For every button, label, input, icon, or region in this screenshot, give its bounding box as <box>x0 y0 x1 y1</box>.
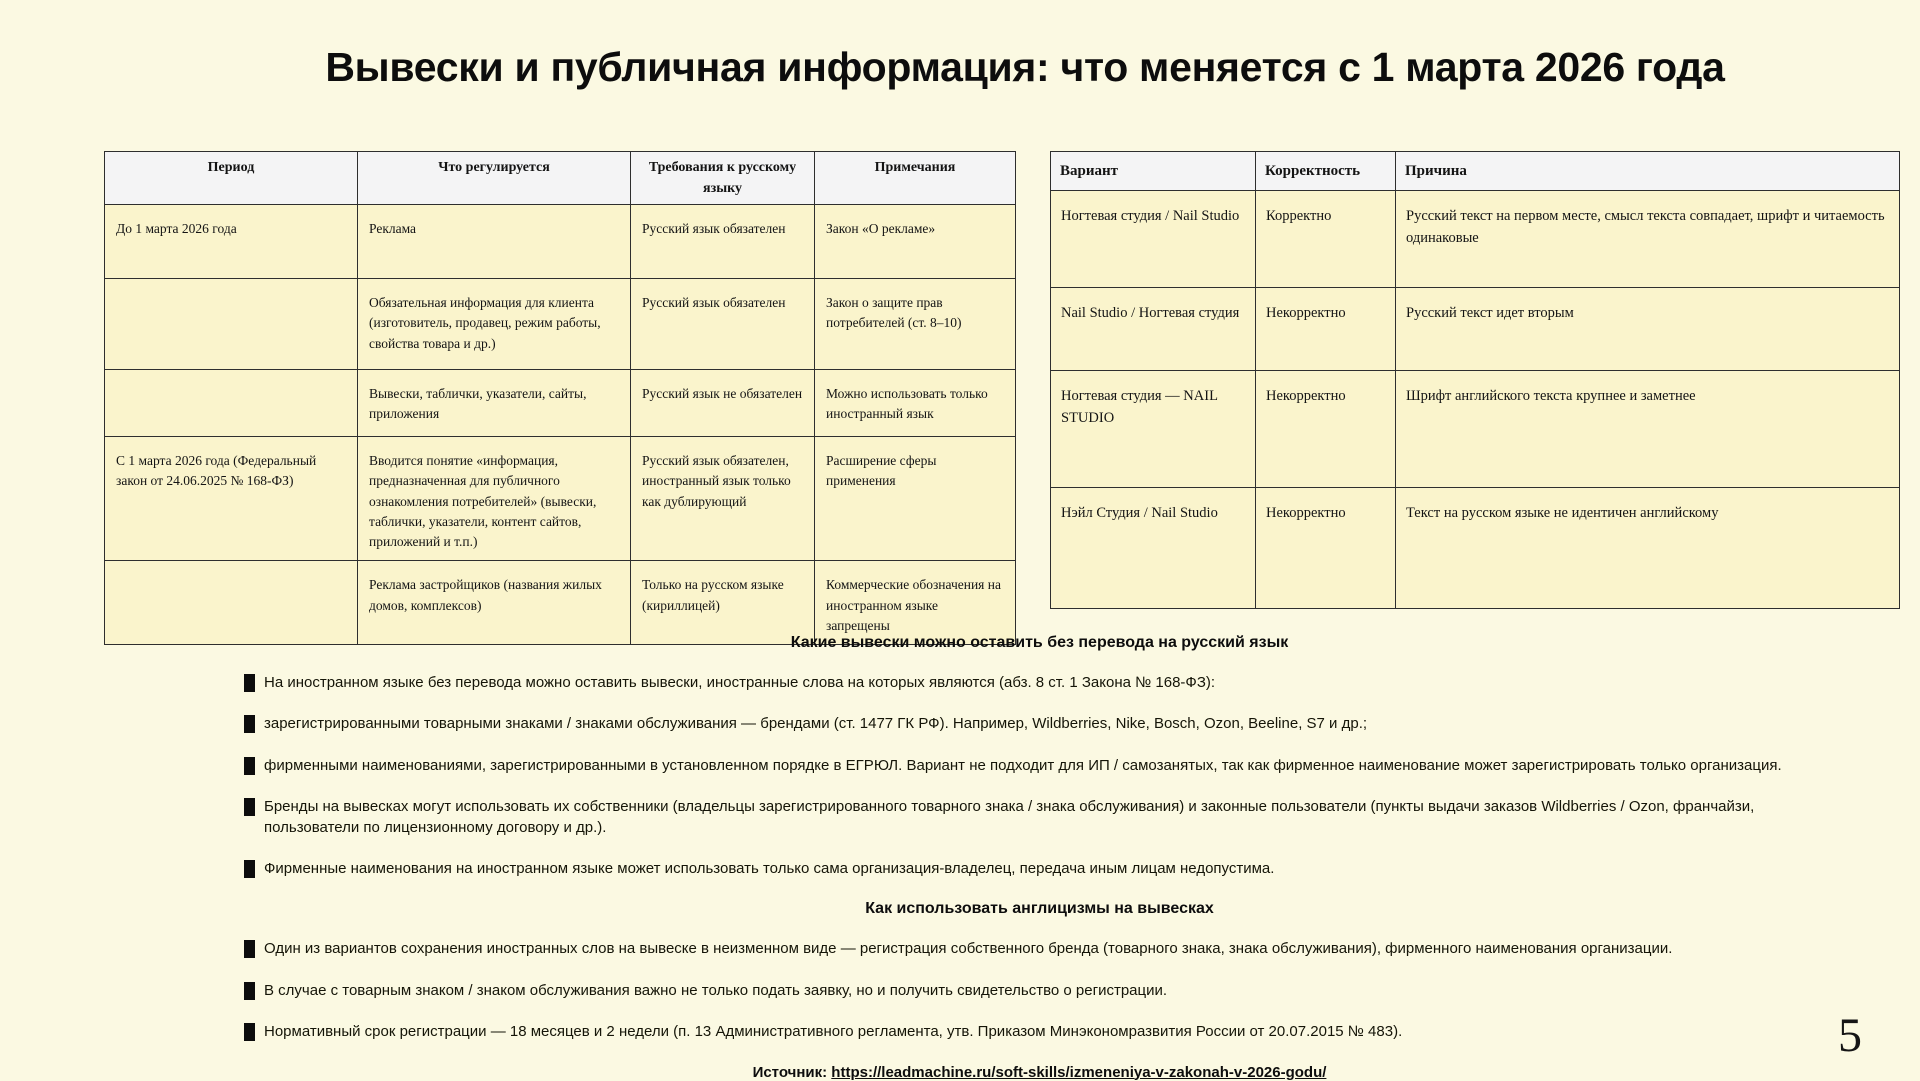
table-cell: Расширение сферы применения <box>815 437 1016 561</box>
page-number: 5 <box>1838 1009 1862 1062</box>
table-cell: Закон о защите прав потребителей (ст. 8–10) <box>815 279 1016 370</box>
bullet-text: фирменными наименованиями, зарегистрированными в установленном порядке в ЕГРЮЛ. Вариант не подходит для ИП / самозанятых, так как фирменное наименование может зарегистрировать только организация. <box>264 756 1782 774</box>
table-cell: Ногтевая студия — NAIL STUDIO <box>1051 371 1256 488</box>
list-item <box>244 673 1835 693</box>
col-regulated: Что регулируется <box>358 152 631 205</box>
table-cell: Русский язык не обязателен <box>631 370 815 437</box>
bullet-square-icon <box>244 715 255 733</box>
bullet-text: В случае с товарным знаком / знаком обслуживания важно не только подать заявку, но и получить свидетельство о регистрации. <box>264 981 1168 999</box>
list-item <box>244 714 1835 734</box>
table-cell <box>105 370 358 437</box>
list-item <box>244 981 1835 1001</box>
list-item <box>244 939 1835 959</box>
table-row <box>105 437 1016 561</box>
table-row <box>105 279 1016 370</box>
table-cell: Некорректно <box>1256 488 1396 609</box>
section-heading-anglicisms: Как использовать англицизмы на вывесках <box>865 900 1214 918</box>
table-cell: Русский язык обязателен <box>631 279 815 370</box>
bullet-square-icon <box>244 1023 255 1041</box>
table-cell: Реклама <box>358 205 631 279</box>
table-cell: С 1 марта 2026 года (Федеральный закон от 24.06.2025 № 168-ФЗ) <box>105 437 358 561</box>
table-cell: Текст на русском языке не идентичен английскому <box>1396 488 1900 609</box>
bullet-text: Фирменные наименования на иностранном языке может использовать только сама организация-владелец, передача иным лицам недопустима. <box>264 859 1275 877</box>
table-cell: Вводится понятие «информация, предназначенная для публичного ознакомления потребителей» (вывески, таблички, указатели, контент сайтов, приложений и т.п.) <box>358 437 631 561</box>
table-row <box>1051 191 1900 288</box>
table-cell: До 1 марта 2026 года <box>105 205 358 279</box>
bullet-text: Один из вариантов сохранения иностранных слов на вывеске в неизменном виде — регистрация собственного бренда (товарного знака, знака обслуживания), фирменного наименования организации. <box>264 940 1673 958</box>
table-row <box>105 370 1016 437</box>
table-cell: Некорректно <box>1256 371 1396 488</box>
bullet-square-icon <box>244 982 255 1000</box>
page-title: Вывески и публичная информация: что меняется с 1 марта 2026 года <box>325 44 1725 90</box>
col-notes: Примечания <box>815 152 1016 205</box>
table-cell: Шрифт английского текста крупнее и заметнее <box>1396 371 1900 488</box>
list-item <box>244 797 1835 838</box>
text-sections <box>244 634 1835 1081</box>
table-row <box>105 205 1016 279</box>
table-row <box>1051 288 1900 371</box>
regulation-table <box>104 151 1016 645</box>
col-reason: Причина <box>1396 152 1900 191</box>
bullet-text: зарегистрированными товарными знаками / знаками обслуживания — брендами (ст. 1477 ГК РФ). Например, Wildberries, Nike, Bosch, Ozon, Beeline, S7 и др.; <box>264 715 1368 733</box>
col-variant: Вариант <box>1051 152 1256 191</box>
table-cell: Только на русском языке (кириллицей) <box>631 561 815 645</box>
table-cell: Обязательная информация для клиента (изготовитель, продавец, режим работы, свойства товара и др.) <box>358 279 631 370</box>
table-cell <box>105 279 358 370</box>
table-cell: Nail Studio / Ногтевая студия <box>1051 288 1256 371</box>
bullet-text: Нормативный срок регистрации — 18 месяцев и 2 недели (п. 13 Административного регламента, утв. Приказом Минэкономразвития России от 20.07.2015 № 483). <box>264 1023 1403 1041</box>
bullet-square-icon <box>244 940 255 958</box>
list-item <box>244 1022 1835 1042</box>
table-header-row <box>105 152 1016 205</box>
source-url-link[interactable]: https://leadmachine.ru/soft-skills/izmeneniya-v-zakonah-v-2026-godu/ <box>831 1063 1327 1081</box>
table-cell: Нэйл Студия / Nail Studio <box>1051 488 1256 609</box>
list-item <box>244 859 1835 879</box>
table-cell <box>105 561 358 645</box>
source-label: Источник: <box>752 1063 828 1081</box>
table-cell: Можно использовать только иностранный язык <box>815 370 1016 437</box>
table-cell: Вывески, таблички, указатели, сайты, приложения <box>358 370 631 437</box>
section-heading-no-translation: Какие вывески можно оставить без перевода на русский язык <box>790 634 1289 651</box>
table-header-row <box>1051 152 1900 191</box>
table-cell: Коммерческие обозначения на иностранном языке запрещены <box>815 561 1016 645</box>
bullet-square-icon <box>244 860 255 878</box>
table-cell: Корректно <box>1256 191 1396 288</box>
list-item <box>244 756 1835 776</box>
bullet-square-icon <box>244 757 255 775</box>
table-cell: Русский язык обязателен, иностранный язык только как дублирующий <box>631 437 815 561</box>
bullet-square-icon <box>244 798 255 816</box>
bullet-text: Бренды на вывесках могут использовать их собственники (владельцы зарегистрированного товарного знака / знака обслуживания) и законные пользователи (пункты выдачи заказов Wildberries / Ozon, франчайзи, пользователи по лицензионному договору и др.). <box>264 798 1755 836</box>
table-row <box>1051 371 1900 488</box>
bullet-text: На иностранном языке без перевода можно оставить вывески, иностранные слова на которых являются (абз. 8 ст. 1 Закона № 168-ФЗ): <box>264 674 1216 691</box>
source-line <box>244 1064 1835 1081</box>
table-cell: Русский язык обязателен <box>631 205 815 279</box>
col-period: Период <box>105 152 358 205</box>
bullet-square-icon <box>244 674 255 692</box>
examples-table <box>1050 151 1900 609</box>
table-row <box>105 561 1016 645</box>
table-cell: Закон «О рекламе» <box>815 205 1016 279</box>
table-cell: Некорректно <box>1256 288 1396 371</box>
col-correctness: Корректность <box>1256 152 1396 191</box>
table-cell: Ногтевая студия / Nail Studio <box>1051 191 1256 288</box>
table-cell: Реклама застройщиков (названия жилых домов, комплексов) <box>358 561 631 645</box>
table-row <box>1051 488 1900 609</box>
table-cell: Русский текст идет вторым <box>1396 288 1900 371</box>
table-cell: Русский текст на первом месте, смысл текста совпадает, шрифт и читаемость одинаковые <box>1396 191 1900 288</box>
col-ru-requirements: Требования к русскому языку <box>631 152 815 205</box>
